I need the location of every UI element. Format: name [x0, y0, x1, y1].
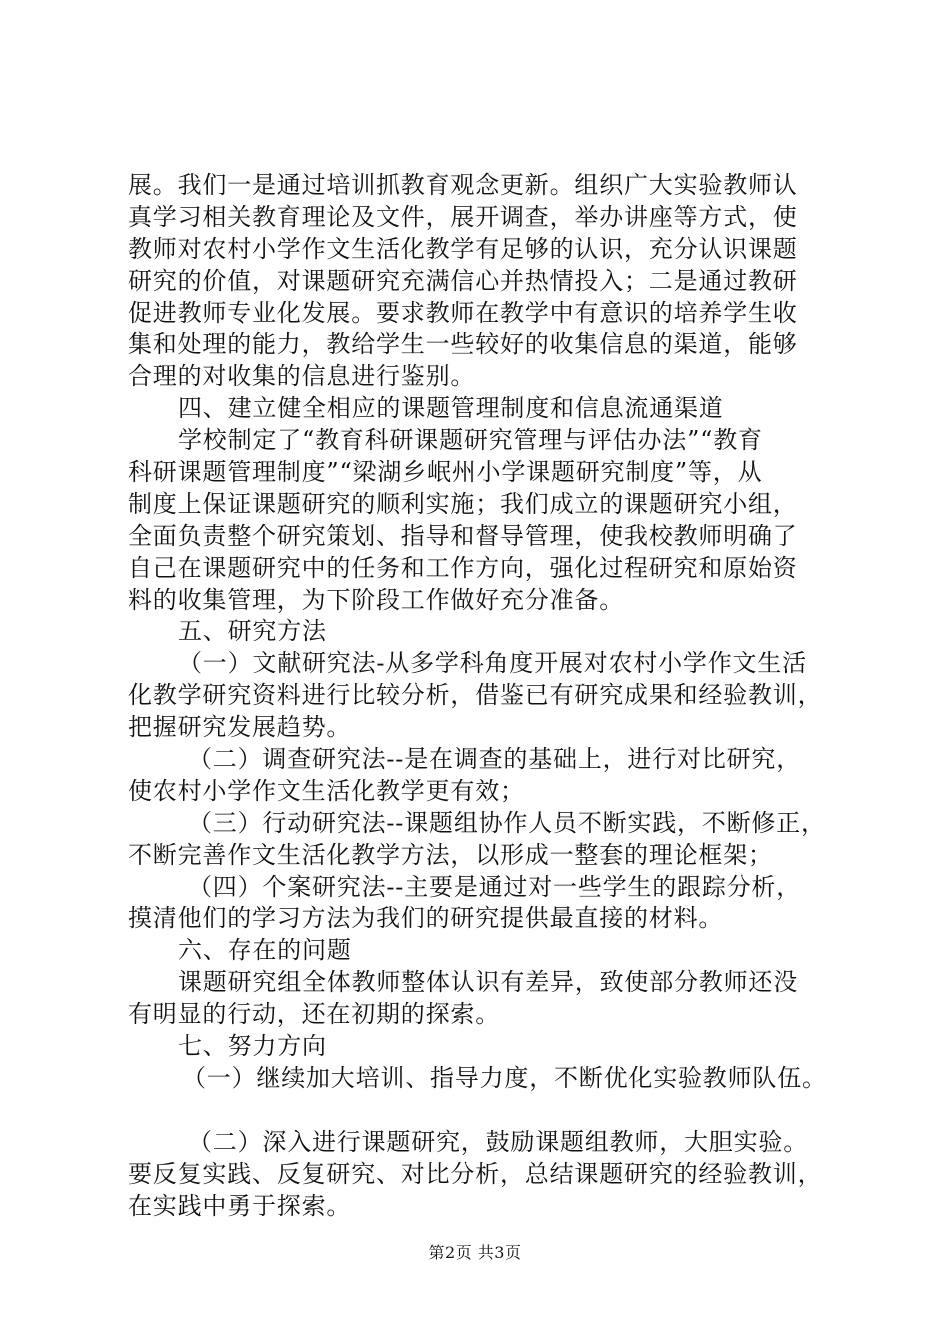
text-line: 有明显的行动，还在初期的探索。: [128, 1000, 500, 1029]
text-line: 学校制定了“教育科研课题研究管理与评估办法”“教育: [178, 426, 763, 455]
text-line: （三）行动研究法--课题组协作人员不断实践，不断修正，: [188, 808, 826, 837]
text-line: 教师对农村小学作文生活化教学有足够的认识，充分认识课题: [128, 234, 798, 263]
page-footer: 第2页 共3页: [428, 1243, 522, 1262]
text-line: （一）继续加大培训、指导力度，不断优化实验教师队伍。: [182, 1063, 827, 1092]
section-heading-5: 五、研究方法: [178, 617, 327, 646]
section-heading-7: 七、努力方向: [178, 1032, 327, 1061]
text-line: （二）调查研究法--是在调查的基础上，进行对比研究，: [188, 745, 802, 774]
text-line: 科研课题管理制度”“梁湖乡岷州小学课题研究制度”等，从: [128, 458, 763, 487]
text-line: 促进教师专业化发展。要求教师在教学中有意识的培养学生收: [128, 298, 798, 327]
text-line: 合理的对收集的信息进行鉴别。: [128, 362, 476, 391]
text-line: （一）文献研究法-从多学科角度开展对农村小学作文生活: [178, 649, 807, 678]
text-line: 料的收集管理，为下阶段工作做好充分准备。: [128, 585, 624, 614]
text-line: 集和处理的能力，教给学生一些较好的收集信息的渠道，能够: [128, 330, 798, 359]
text-line: 研究的价值，对课题研究充满信心并热情投入；二是通过教研: [128, 266, 798, 295]
document-body: [128, 170, 840, 1222]
text-line: 要反复实践、反复研究、对比分析，总结课题研究的经验教训，: [128, 1159, 823, 1188]
section-heading-4: 四、建立健全相应的课题管理制度和信息流通渠道: [178, 394, 724, 423]
blank-line: [128, 1095, 840, 1127]
text-line: 自己在课题研究中的任务和工作方向，强化过程研究和原始资: [128, 553, 798, 582]
text-line: 使农村小学作文生活化教学更有效；: [128, 776, 525, 805]
text-line: 在实践中勇于探索。: [128, 1191, 352, 1220]
text-line: 不断完善作文生活化教学方法，以形成一整套的理论框架；: [128, 840, 773, 869]
text-line: 展。我们一是通过培训抓教育观念更新。组织广大实验教师认: [128, 171, 798, 199]
section-heading-6: 六、存在的问题: [178, 936, 352, 965]
text-line: 化教学研究资料进行比较分析，借鉴已有研究成果和经验教训，: [128, 681, 823, 710]
text-line: （四）个案研究法--主要是通过对一些学生的跟踪分析，: [188, 872, 802, 901]
text-line: 真学习相关教育理论及文件，展开调查，举办讲座等方式，使: [128, 202, 798, 231]
text-line: 课题研究组全体教师整体认识有差异，致使部分教师还没: [178, 968, 798, 997]
text-line: 制度上保证课题研究的顺利实施；我们成立的课题研究小组，: [128, 489, 798, 518]
text-line: 全面负责整个研究策划、指导和督导管理，使我校教师明确了: [128, 521, 798, 550]
text-line: 摸清他们的学习方法为我们的研究提供最直接的材料。: [128, 904, 724, 933]
text-line: （二）深入进行课题研究，鼓励课题组教师，大胆实验。: [188, 1127, 808, 1156]
text-line: 把握研究发展趋势。: [128, 713, 352, 742]
